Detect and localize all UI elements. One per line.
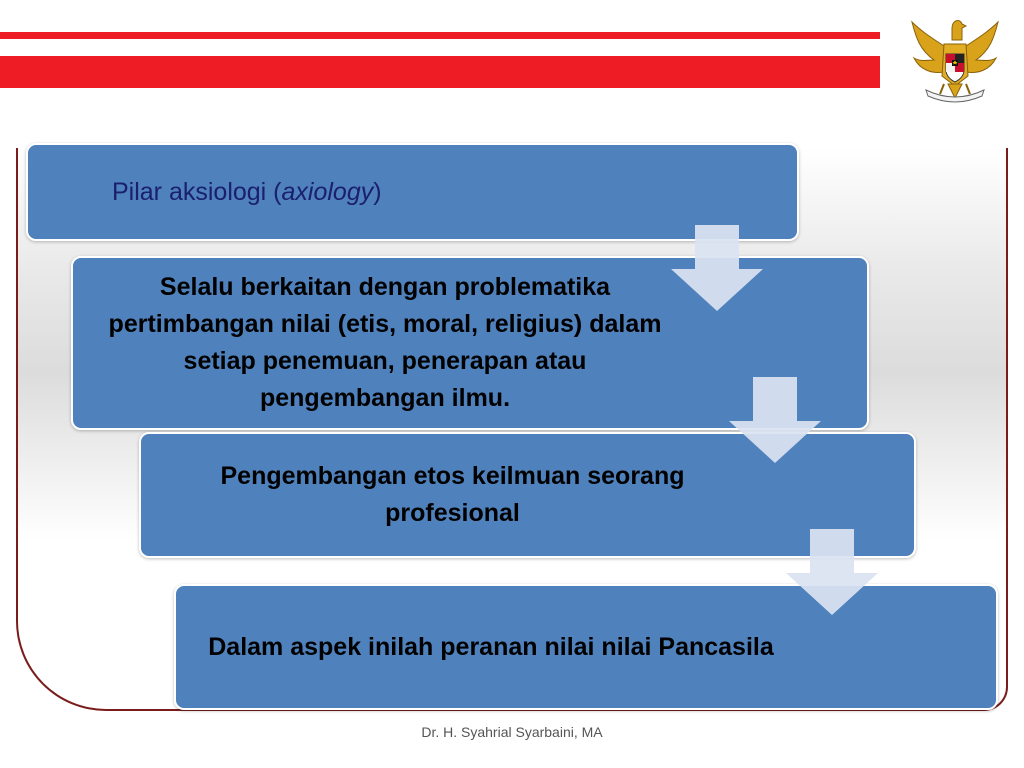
down-arrow-icon — [786, 529, 878, 615]
header-stripe-thick — [0, 56, 880, 88]
down-arrow-icon — [729, 377, 821, 463]
step-text-1: Selalu berkaitan dengan problematika pertimbangan nilai (etis, moral, religius) dalam setiap penemuan, penerapan atau pengembangan ilmu. — [108, 273, 662, 412]
down-arrow-icon — [671, 225, 763, 311]
garuda-emblem-icon — [908, 14, 1002, 106]
step-text-3: Dalam aspek inilah peranan nilai nilai Pancasila — [208, 632, 774, 661]
step-text-2: Pengembangan etos keilmuan seorang profesional — [220, 462, 685, 527]
header-stripe-thin — [0, 32, 880, 39]
footer-author: Dr. H. Syahrial Syarbaini, MA — [421, 724, 603, 740]
axiology-title: Pilar aksiologi (axiology) — [112, 177, 382, 206]
